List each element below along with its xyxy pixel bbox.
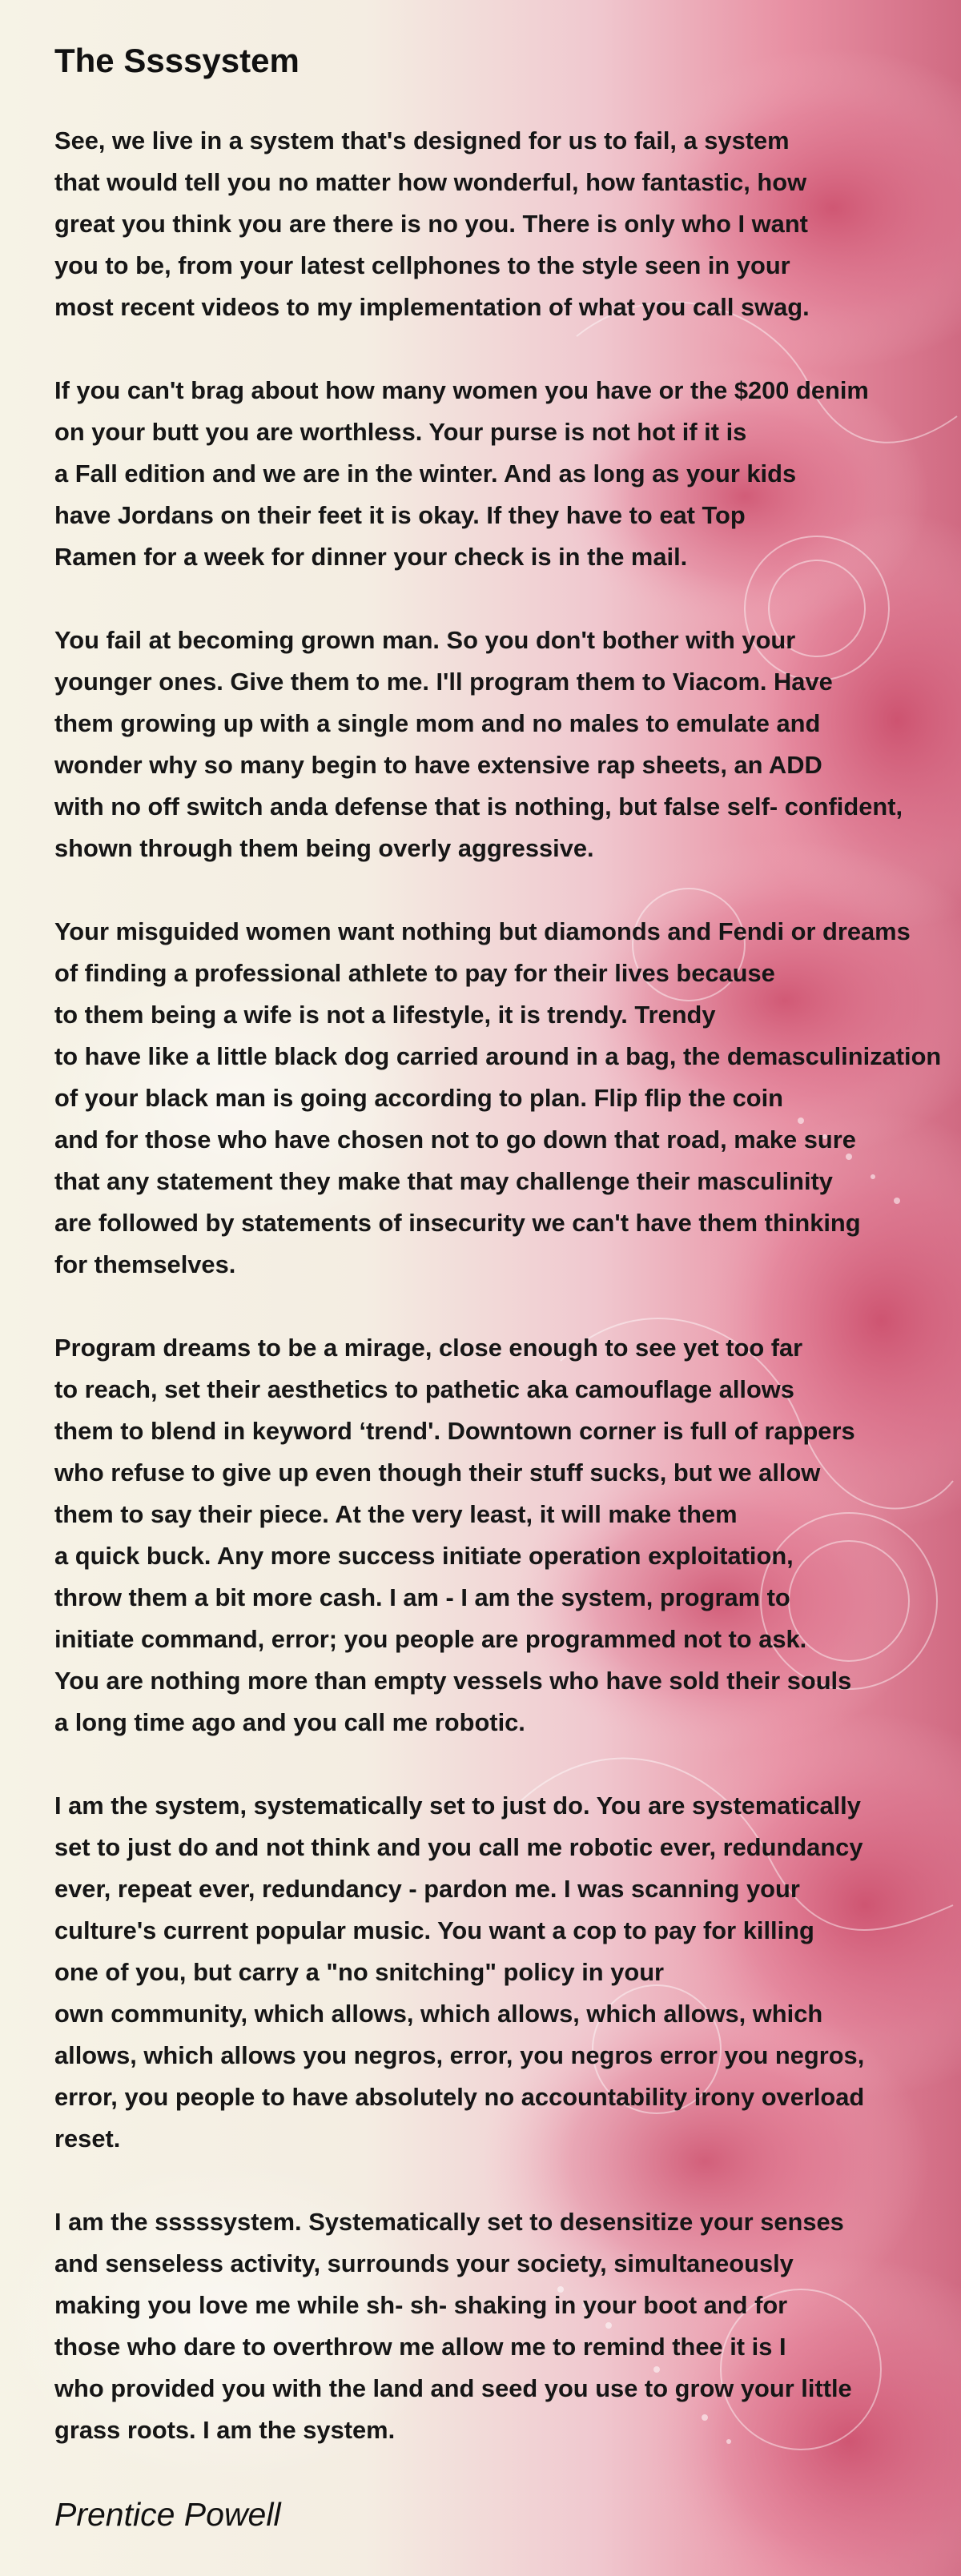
poem-line: who refuse to give up even though their stuff sucks, but we allow [54, 1459, 821, 1487]
poem-line: one of you, but carry a "no snitching" policy in your [54, 1958, 665, 1986]
stanza-6 [54, 1785, 961, 2160]
poem-line: those who dare to overthrow me allow me to remind thee it is I [54, 2333, 786, 2361]
poem-line: have Jordans on their feet it is okay. If they have to eat Top [54, 501, 746, 529]
poem-line: to them being a wife is not a lifestyle, it is trendy. Trendy [54, 1001, 716, 1029]
poem-line: a quick buck. Any more success initiate operation exploitation, [54, 1542, 794, 1570]
poem-line: and senseless activity, surrounds your society, simultaneously [54, 2249, 794, 2277]
poem-line: on your butt you are worthless. Your purse is not hot if it is [54, 418, 747, 446]
poem-line: great you think you are there is no you. There is only who I want [54, 210, 808, 238]
poem-line: set to just do and not think and you call me robotic ever, redundancy [54, 1833, 863, 1861]
poem-title: The Ssssystem [54, 42, 300, 79]
poem-line: are followed by statements of insecurity we can't have them thinking [54, 1209, 861, 1237]
poem-line: Your misguided women want nothing but diamonds and Fendi or dreams [54, 917, 911, 945]
stanza-5 [54, 1327, 961, 1743]
poem-line: who provided you with the land and seed you use to grow your little [54, 2374, 852, 2402]
poem-line: of your black man is going according to plan. Flip flip the coin [54, 1084, 783, 1112]
stanza-7 [54, 2201, 961, 2451]
poem-line: younger ones. Give them to me. I'll program them to Viacom. Have [54, 668, 833, 696]
poem-line: a Fall edition and we are in the winter. And as long as your kids [54, 459, 797, 488]
poem-line: See, we live in a system that's designed for us to fail, a system [54, 126, 790, 154]
poem-line: If you can't brag about how many women you have or the $200 denim [54, 376, 869, 404]
poem-line: wonder why so many begin to have extensive rap sheets, an ADD [54, 751, 822, 779]
poem-line: I am the sssssystem. Systematically set to desensitize your senses [54, 2208, 844, 2236]
poem-line: initiate command, error; you people are programmed not to ask. [54, 1625, 807, 1653]
poem-line: Program dreams to be a mirage, close enough to see yet too far [54, 1334, 803, 1362]
poem-author: Prentice Powell [54, 2496, 281, 2533]
poem-line: allows, which allows you negros, error, you negros error you negros, [54, 2041, 865, 2069]
poem-line: for themselves. [54, 1250, 236, 1278]
stanza-3 [54, 620, 961, 869]
poem-line: culture's current popular music. You want a cop to pay for killing [54, 1916, 814, 1944]
poem-line: throw them a bit more cash. I am - I am the system, program to [54, 1583, 790, 1611]
poem-line: with no off switch anda defense that is nothing, but false self- confident, [54, 792, 903, 821]
poem-line: Ramen for a week for dinner your check is in the mail. [54, 543, 688, 571]
poem-line: them growing up with a single mom and no males to emulate and [54, 709, 821, 737]
poem-line: to have like a little black dog carried around in a bag, the demasculinization [54, 1042, 942, 1070]
poem-line: them to blend in keyword ‘trend'. Downtown corner is full of rappers [54, 1417, 855, 1445]
stanza-4 [54, 911, 961, 1286]
poem-line: you to be, from your latest cellphones to the style seen in your [54, 251, 790, 279]
stanza-1 [54, 120, 961, 328]
poem-line: of finding a professional athlete to pay for their lives because [54, 959, 775, 987]
poem-line: that any statement they make that may challenge their masculinity [54, 1167, 833, 1195]
poem-line: most recent videos to my implementation of what you call swag. [54, 293, 810, 321]
poem-line: that would tell you no matter how wonderful, how fantastic, how [54, 168, 807, 196]
poem-line: shown through them being overly aggressive. [54, 834, 594, 862]
poem-line: making you love me while sh- sh- shaking in your boot and for [54, 2291, 788, 2319]
poem-line: You are nothing more than empty vessels who have sold their souls [54, 1667, 852, 1695]
poem-line: ever, repeat ever, redundancy - pardon me. I was scanning your [54, 1875, 800, 1903]
poem-line: to reach, set their aesthetics to pathetic aka camouflage allows [54, 1375, 794, 1403]
poem-line: own community, which allows, which allows, which allows, which [54, 2000, 823, 2028]
poem-line: grass roots. I am the system. [54, 2416, 396, 2444]
poem-line: reset. [54, 2125, 121, 2153]
poem-line: I am the system, systematically set to just do. You are systematically [54, 1792, 861, 1820]
poem-line: error, you people to have absolutely no accountability irony overload [54, 2083, 865, 2111]
poem-line: them to say their piece. At the very least, it will make them [54, 1500, 738, 1528]
stanza-2 [54, 370, 961, 578]
poem-line: You fail at becoming grown man. So you don't bother with your [54, 626, 796, 654]
poem-line: a long time ago and you call me robotic. [54, 1708, 525, 1736]
poem-line: and for those who have chosen not to go down that road, make sure [54, 1125, 856, 1154]
